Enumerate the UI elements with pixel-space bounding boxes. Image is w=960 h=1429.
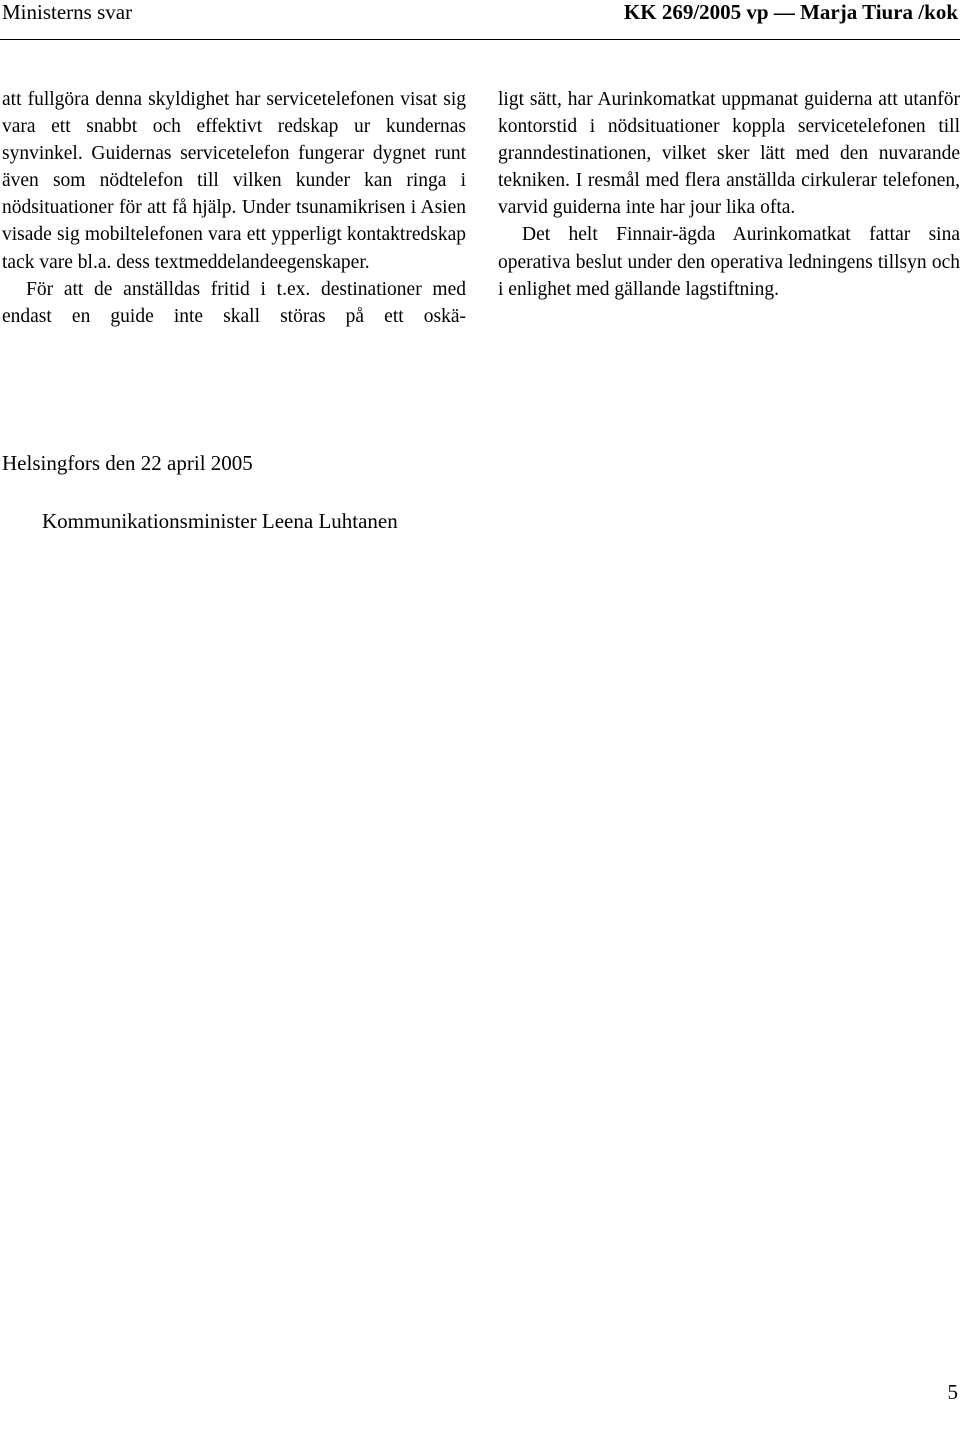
- place-and-date: Helsingfors den 22 april 2005: [2, 451, 253, 475]
- left-paragraph-1: att fullgöra denna skyldighet har servicetelefonen visat sig vara ett snabbt och effektivt redskap ur kundernas synvinkel. Guidernas servicetelefon fungerar dygnet runt även som nödtelefon till vilken kunder kan ringa i nödsituationer för att få hjälp. Under tsunamikrisen i Asien visade sig mobiltelefonen vara ett ypperligt kontaktredskap tack vare bl.a. dess textmeddelandeegenskaper.: [2, 89, 466, 273]
- right-column: [498, 86, 960, 303]
- left-paragraph-2: För att de anställdas fritid i t.ex. destinationer med endast en guide inte skall störas på ett oskä-: [2, 278, 466, 327]
- page-header: [0, 0, 960, 40]
- header-section-title: Ministerns svar: [2, 0, 133, 24]
- left-column: [2, 86, 466, 330]
- signature-line: Kommunikationsminister Leena Luhtanen: [42, 509, 398, 533]
- right-paragraph-2: Det helt Finnair-ägda Aurinkomatkat fattar sina operativa beslut under den operativa ledningens tillsyn och i enlighet med gällande lagstiftning.: [498, 224, 960, 300]
- header-document-reference: KK 269/2005 vp — Marja Tiura /kok: [623, 0, 958, 24]
- right-paragraph-1: ligt sätt, har Aurinkomatkat uppmanat guiderna att utanför kontorstid i nödsituationer koppla servicetelefonen till granndestinationen, vilket sker lätt med den nuvarande tekniken. I resmål med flera anställda cirkulerar telefonen, varvid guiderna inte har jour lika ofta.: [498, 89, 960, 219]
- page-number: 5: [947, 1380, 958, 1404]
